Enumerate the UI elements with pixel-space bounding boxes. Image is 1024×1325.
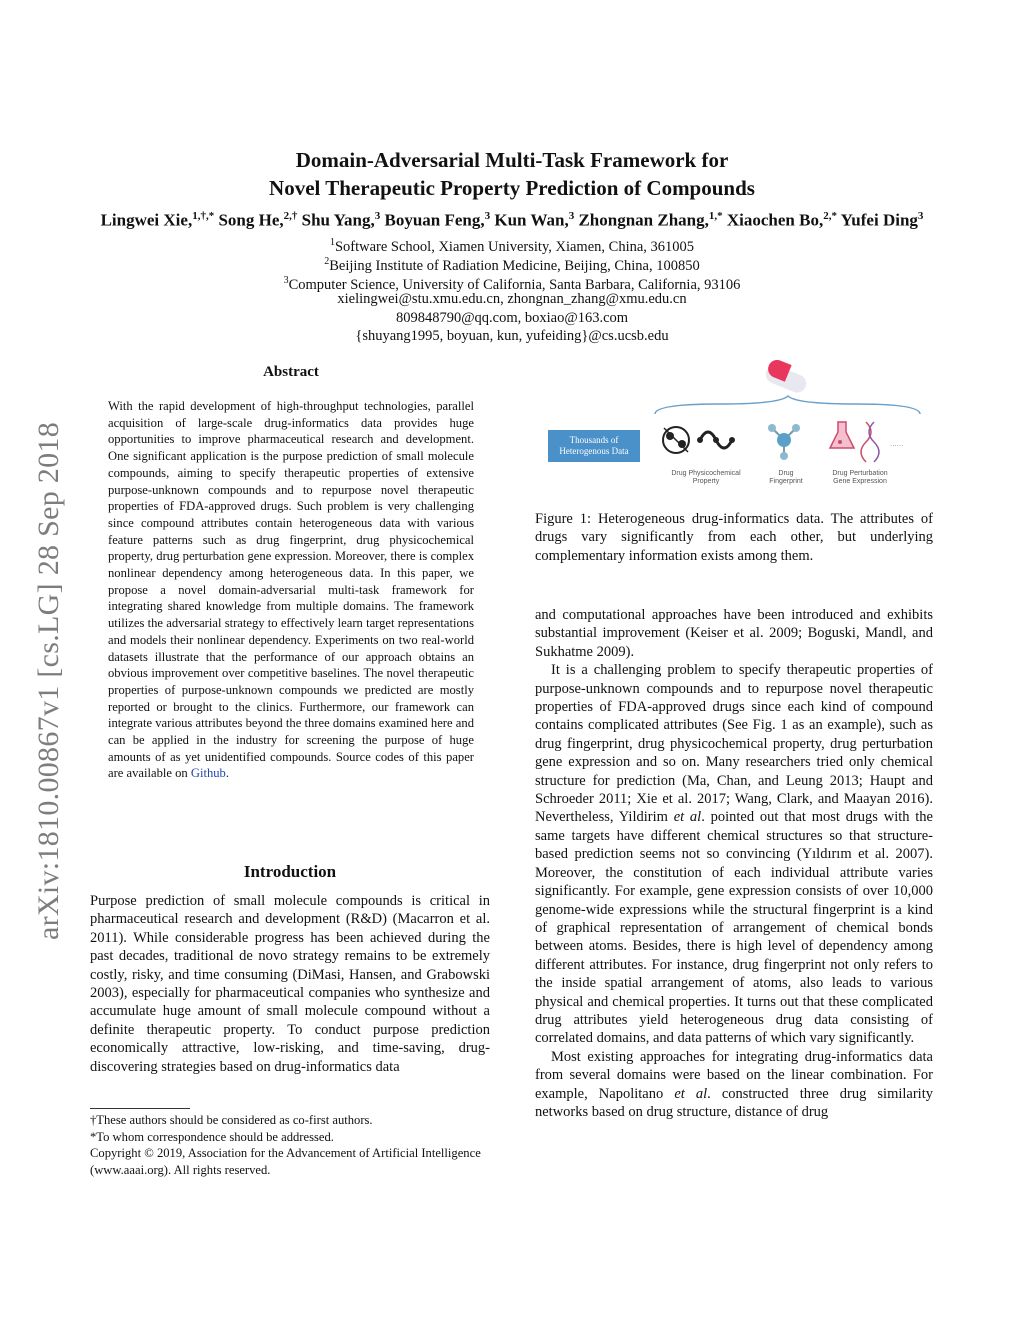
affiliation-1: $^1$Software School, Xiamen University, Xiamen, China, 361005 xyxy=(329,237,695,255)
github-link[interactable]: Github xyxy=(190,766,226,781)
author: Yufei Ding xyxy=(840,210,918,230)
figure-1-caption: Figure 1: Heterogeneous drug-informatics data. The attributes of drugs vary significantly from each other, but underlying complementary information exists among them. xyxy=(535,511,933,564)
footnote-co-first: †These authors should be considered as co-first authors. xyxy=(90,1113,373,1127)
paper-title-line-1: Domain-Adversarial Multi-Task Framework for xyxy=(295,148,729,172)
arxiv-stamp: arXiv:1810.00867v1 [cs.LG] 28 Sep 2018 xyxy=(32,421,65,940)
capsule-icon xyxy=(763,357,809,395)
footnote-copyright: Copyright © 2019, Association for the Advancement of Artificial Intelligence (www.aaai.org). All rights reserved. xyxy=(90,1146,481,1177)
abstract-text: With the rapid development of high-throughput technologies, parallel acquisition of large-scale drug-informatics data provides huge opportunities to improve pharmaceutical research and development. One significant application is the purpose prediction of small molecule compounds, aiming to specify therapeutic properties of extensive purpose-unknown compounds and to repurpose novel therapeutic properties of FDA-approved drugs. Such problem is very challenging since compound attributes contain heterogeneous data with various feature patterns such as drug fingerprint, drug physicochemical property, drug perturbation gene expression. Moreover, there is complex nonlinear dependency among heterogeneous data. In this paper, we propose a novel domain-adversarial multi-task framework for integrating shared knowledge from multiple domains. The framework utilizes the adversarial strategy to effectively learn target representations and models their nonlinear dependency. Experiments on two real-world datasets illustrate that the performance of our approach obtains an obvious improvement over competitive baselines. The novel therapeutic properties of purpose-unknown compounds we predicted are mostly reported or brought to the clinics. Furthermore, our framework can integrate various attributes beyond the three domains examined here and can be applied in the industry for screening the purpose of huge amounts of as yet unidentified compounds. Source codes of this paper are available on Github. xyxy=(108,399,474,781)
email-line-1: xielingwei@stu.xmu.edu.cn, zhongnan_zhang@xmu.edu.cn xyxy=(337,291,687,307)
figure-label-fingerprint: Drug Fingerprint xyxy=(769,470,803,485)
abstract-heading: Abstract xyxy=(263,364,319,380)
author: Lingwei Xie, xyxy=(100,210,193,230)
author: Xiaochen Bo, xyxy=(726,210,824,230)
footnote-rule xyxy=(90,1108,190,1109)
author-list: Lingwei Xie,$^{1,\dagger,*}$ Song He,$^{2,\dagger}$ Shu Yang,$^3$ Boyuan Feng,$^3$ Kun Wan,$^3$ Zhongnan Zhang,$^{1,*}$ Xiaochen Bo,$^{2,*}$ Yufei Ding$^3$ xyxy=(100,210,924,230)
affiliation-3: $^3$Computer Science, University of California, Santa Barbara, California, 93106 xyxy=(283,275,741,293)
footnote-correspondence: *To whom correspondence should be addressed. xyxy=(90,1129,334,1144)
email-line-3: {shuyang1995, boyuan, kun, yufeiding}@cs.ucsb.edu xyxy=(355,328,669,344)
right-column-text xyxy=(535,606,933,1121)
figure-label-physicochemical: Drug Physicochemical Property xyxy=(671,470,741,485)
molecule-atom-icon xyxy=(663,427,689,453)
figure-1 xyxy=(540,356,930,506)
brace-icon xyxy=(655,396,920,414)
affiliation-2: $^2$Beijing Institute of Radiation Medicine, Beijing, China, 100850 xyxy=(324,256,700,274)
fingerprint-molecule-icon xyxy=(768,424,800,460)
svg-text:......: ...... xyxy=(890,439,904,448)
heterogenous-data-box: Thousands of Heterogenous Data xyxy=(548,430,640,462)
dna-icon xyxy=(861,422,879,462)
paragraph: and computational approaches have been introduced and exhibits substantial improvement (Keiser et al. 2009; Boguski, Mandl, and Sukhatme 2009). xyxy=(535,607,933,660)
flask-icon xyxy=(830,422,854,448)
introduction-heading: Introduction xyxy=(243,862,337,881)
author: Kun Wan, xyxy=(494,210,569,230)
author: Song He, xyxy=(218,210,284,230)
paragraph: Most existing approaches for integrating drug-informatics data from several domains were based on the linear combination. For example, Napolitano et al. constructed three drug similarity networks based on drug structure, distance of drug xyxy=(535,1048,933,1120)
email-line-2: 809848790@qq.com, boxiao@163.com xyxy=(395,310,629,326)
paragraph: It is a challenging problem to specify therapeutic properties of purpose-unknown compounds and to repurpose novel therapeutic properties of FDA-approved drugs since each kind of compound contains complicated attributes (See Fig. 1 as an example), such as drug fingerprint, drug physicochemical property, drug perturbation gene expression and so on. Many researchers tried only chemical structure for prediction (Ma, Chan, and Leung 2013; Haupt and Schroeder 2011; Xie et al. 2017; Wang, Clark, and Maayan 2016). Nevertheless, Yildirim et al. pointed out that most drugs with the same targets have different chemical structures so that structure-based prediction seems not so convincing (Yıldırım et al. 2007). Moreover, the constitution of each individual attribute varies significantly. For example, gene expression consists of over 10,000 genome-wide expressions while the structural fingerprint is a kind of graphical representation of arrangement of chemical bonds between atoms. Besides, there is high level of dependency among different attributes. For instance, drug fingerprint not only refers to the inside spatial arrangement of atoms, also leads to various physical and chemical properties. It turns out that these complicated drug attributes yield heterogeneous drug data consisting of correlated domains, and data patterns of which vary significantly. xyxy=(535,662,933,1047)
author: Shu Yang, xyxy=(301,210,375,230)
author: Boyuan Feng, xyxy=(384,210,485,230)
figure-label-gene-expression: Drug Perturbation Gene Expression xyxy=(832,470,888,485)
paper-title-line-2: Novel Therapeutic Property Prediction of Compounds xyxy=(269,176,755,200)
footnotes xyxy=(90,1112,490,1178)
molecule-chain-icon xyxy=(697,432,735,448)
author: Zhongnan Zhang, xyxy=(578,210,709,230)
introduction-paragraph: Purpose prediction of small molecule compounds is critical in pharmaceutical research and development (R&D) (Macarron et al. 2011). While considerable progress has been achieved during the past decades, traditional de novo strategy remains to be extremely costly, risky, and time consuming (DiMasi, Hansen, and Grabowski 2003), especially for pharmaceutical companies who synthesize and accumulate huge amount of small molecule compound without a definite therapeutic property. To conduct purpose prediction economically attractive, low-risking, and time-saving, drug-discovering strategies based on drug-informatics data xyxy=(90,893,490,1075)
